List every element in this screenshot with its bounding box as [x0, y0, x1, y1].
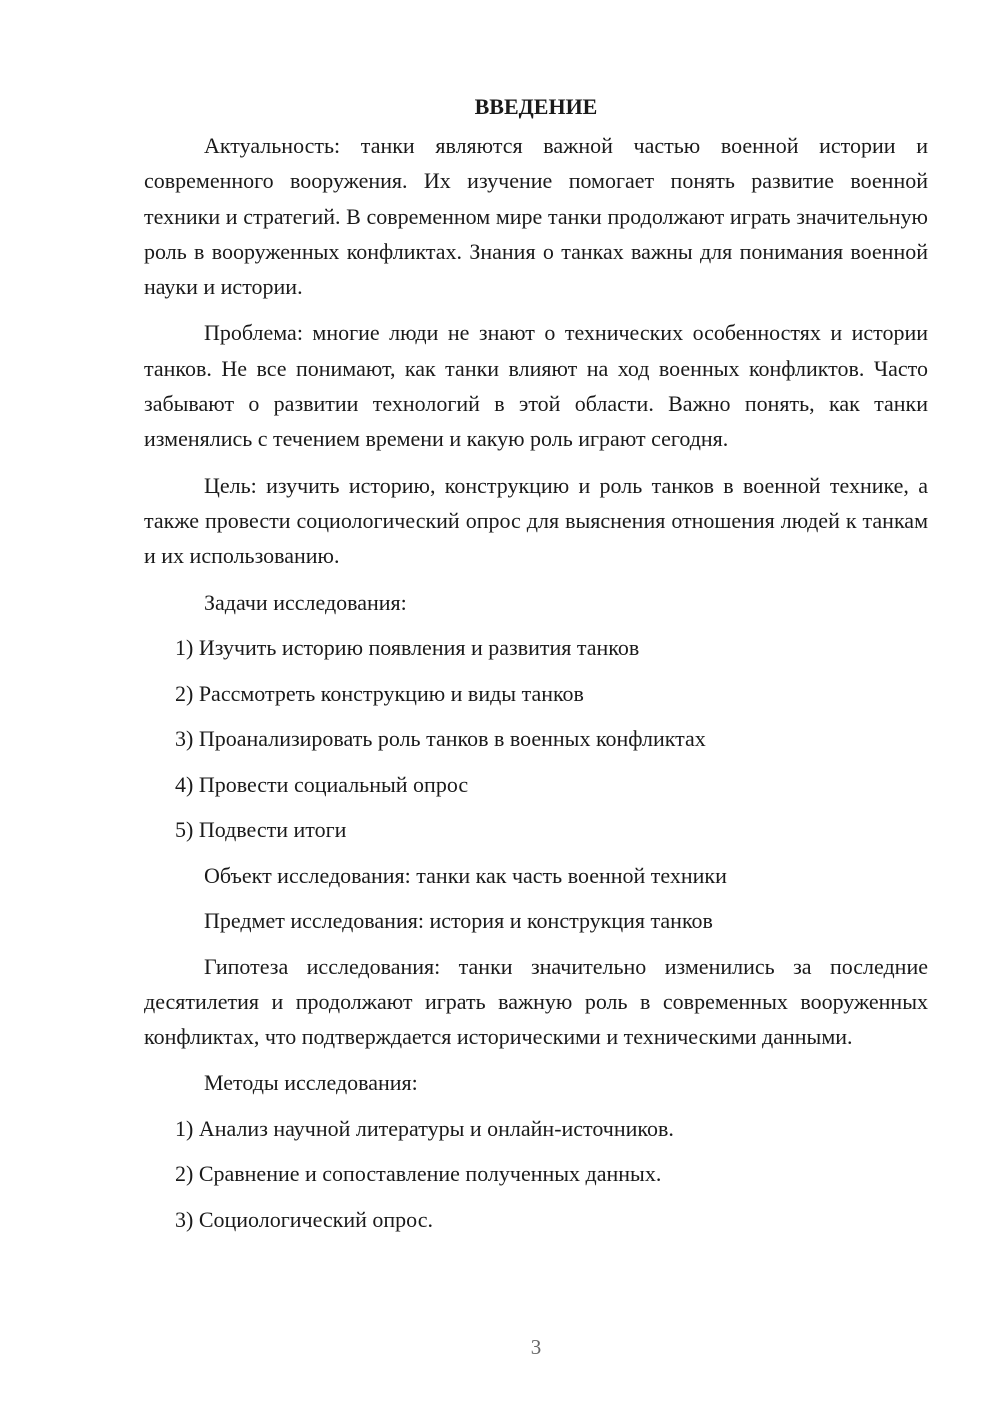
methods-list [144, 1111, 928, 1237]
methods-heading: Методы исследования: [204, 1070, 418, 1096]
list-item: 5) Подвести итоги [175, 817, 347, 843]
page-content [144, 90, 928, 1247]
section-title: ВВЕДЕНИЕ [474, 94, 598, 119]
list-item: 3) Социологический опрос. [175, 1206, 433, 1232]
tasks-list [144, 630, 928, 847]
research-subject: Предмет исследования: история и конструкция танков [204, 908, 713, 934]
list-item: 4) Провести социальный опрос [175, 771, 469, 797]
relevance-paragraph: Актуальность: танки являются важной частью военной истории и современного вооружения. Их изучение помогает понять развитие военной техники и стратегий. В современном мире танки продолжают играть значительную роль в вооруженных конфликтах. Знания о танках важны для понимания военной науки и истории. [144, 133, 928, 300]
list-item: 3) Проанализировать роль танков в военных конфликтах [175, 726, 706, 752]
list-item: 1) Изучить историю появления и развития танков [175, 635, 640, 661]
problem-paragraph: Проблема: многие люди не знают о технических особенностях и истории танков. Не все понимают, как танки влияют на ход военных конфликтов. Часто забывают о развитии технологий в этой области. Важно понять, как танки изменялись с течением времени и какую роль играют сегодня. [144, 320, 928, 452]
list-item: 2) Рассмотреть конструкцию и виды танков [175, 680, 584, 706]
research-object: Объект исследования: танки как часть военной техники [204, 862, 727, 888]
goal-paragraph: Цель: изучить историю, конструкцию и роль танков в военной технике, а также провести социологический опрос для выяснения отношения людей к танкам и их использованию. [144, 472, 928, 569]
list-item: 2) Сравнение и сопоставление полученных данных. [175, 1161, 662, 1187]
hypothesis-paragraph: Гипотеза исследования: танки значительно изменились за последние десятилетия и продолжают играть важную роль в современных вооруженных конфликтах, что подтверждается историческими и техническими данными. [144, 953, 928, 1050]
page-number: 3 [530, 1335, 542, 1359]
tasks-heading: Задачи исследования: [204, 589, 407, 615]
list-item: 1) Анализ научной литературы и онлайн-источников. [175, 1115, 674, 1141]
